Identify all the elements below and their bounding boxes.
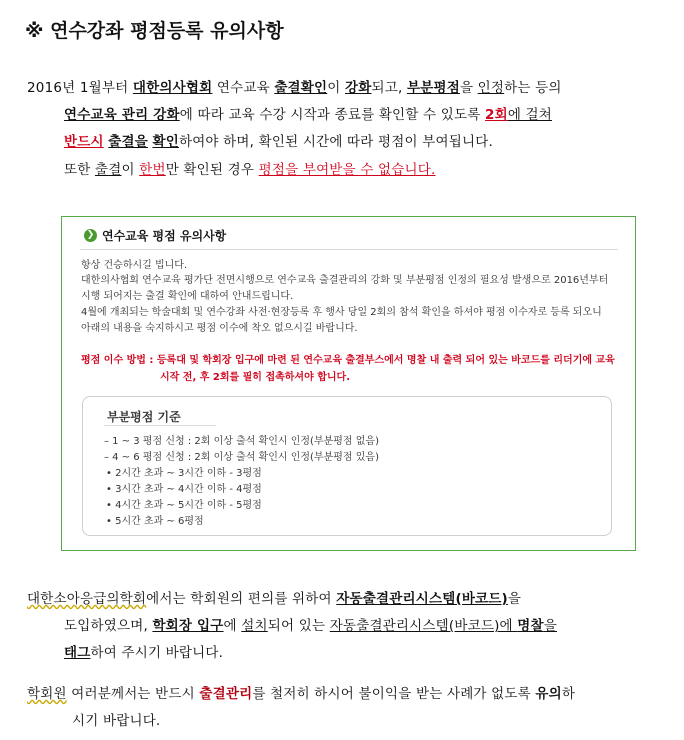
text-attendance: 출결 <box>94 162 122 178</box>
text: 하여 주시기 바랍니다. <box>90 645 224 661</box>
text: 이 <box>327 80 346 96</box>
text: 을 <box>459 80 478 96</box>
barcode-line-3 <box>64 641 223 661</box>
text: 시기 바랍니다. <box>72 713 161 729</box>
text-barcode-system: 자동출결관리시스템(바코드) <box>336 591 508 607</box>
credit-method-cont: 시작 전, 후 2회를 필히 접촉하셔야 합니다. <box>160 372 351 383</box>
intro-line-1 <box>27 76 562 96</box>
notice-line: 시행 되어지는 출결 확인에 대하여 안내드립니다. <box>81 291 294 302</box>
text-partial-credit: 부분평점 <box>406 80 460 96</box>
notice-line: 항상 건승하시길 빕니다. <box>81 260 188 271</box>
text-barcode-system: 자동출결관리시스템(바코드) <box>329 618 500 634</box>
notice-line: 대한의사협회 연수교육 평가단 전면시행으로 연수교육 출결관리의 강화 및 부분평점 인정의 필요성 발생으로 2016년부터 <box>81 275 609 286</box>
chevron-right-circle-icon: ❯ <box>84 229 97 242</box>
text-once: 한번 <box>139 162 166 178</box>
text: 도입하였으며, <box>64 618 153 634</box>
criteria-divider <box>104 425 216 426</box>
text: 에서는 학회원의 편의를 위하여 <box>146 591 337 607</box>
text-management: 연수교육 관리 강화 <box>64 107 180 123</box>
page-title: ※ 연수강좌 평점등록 유의사항 <box>25 20 284 42</box>
text: 를 철저히 하시어 불이익을 받는 사례가 없도록 <box>252 686 536 702</box>
text-attendance: 출결을 <box>108 134 148 150</box>
text: 에 <box>223 618 242 634</box>
text: 을 <box>543 618 558 634</box>
text: 여러분께서는 반드시 <box>66 686 200 702</box>
text-no-credit: 평점을 부여받을 수 없습니다. <box>258 162 436 178</box>
text: 에 걸쳐 <box>507 107 553 123</box>
text: 하 <box>561 686 576 702</box>
text: 에 따라 교육 수강 시작과 종료를 확인할 수 있도록 <box>179 107 485 123</box>
notice-line: 아래의 내용을 숙지하시고 평점 이수에 착오 없으시길 바랍니다. <box>81 323 358 334</box>
text: 이 <box>121 162 140 178</box>
closing-line-1 <box>27 682 575 702</box>
notice-title-text: 연수교육 평점 유의사항 <box>102 229 227 243</box>
text-society: 대한소아응급의학회 <box>27 591 147 607</box>
text-attendance-check: 출결확인 <box>274 80 328 96</box>
text: 만 확인된 경우 <box>165 162 259 178</box>
text: 하여야 하며, 확인된 시간에 따라 평점이 부여됩니다. <box>178 134 493 150</box>
text-nametag: 명찰 <box>517 618 544 634</box>
text-caution: 유의 <box>535 686 562 702</box>
text: 하는 등의 <box>504 80 562 96</box>
text-entrance: 학회장 입구 <box>152 618 224 634</box>
notice-title <box>84 227 226 244</box>
text-twice: 2회 <box>484 107 508 123</box>
text-tag: 태그 <box>64 645 91 661</box>
text: 2016년 1월부터 <box>27 80 133 96</box>
text-strengthen: 강화 <box>345 80 372 96</box>
criteria-item: • 4시간 초과 ~ 5시간 이하 - 5평점 <box>106 500 262 511</box>
text: 연수교육 <box>212 80 275 96</box>
criteria-item: • 5시간 초과 ~ 6평점 <box>106 516 204 527</box>
text-kma: 대한의사협회 <box>132 80 213 96</box>
notice-line: 4월에 개최되는 학술대회 및 연수강좌 사전·현장등록 후 행사 당일 2회의 참석 확인을 하셔야 평점 이수자로 등록 되오니 <box>81 307 602 318</box>
text-installed: 설치 <box>241 618 268 634</box>
text: 에 <box>499 618 518 634</box>
criteria-item: – 4 ~ 6 평점 신청 : 2회 이상 출석 확인시 인정(부분평점 있음) <box>104 452 379 463</box>
text-confirm: 확인 <box>152 134 179 150</box>
text-attendance-management: 출결관리 <box>199 686 253 702</box>
intro-line-2 <box>64 103 552 123</box>
text-must: 반드시 <box>64 134 104 150</box>
barcode-line-1 <box>27 587 521 607</box>
text: 을 <box>507 591 522 607</box>
criteria-item: • 2시간 초과 ~ 3시간 이하 - 3평점 <box>106 468 262 479</box>
criteria-item: • 3시간 초과 ~ 4시간 이하 - 4평점 <box>106 484 262 495</box>
closing-line-2 <box>72 709 160 729</box>
text: 또한 <box>64 162 95 178</box>
barcode-line-2 <box>64 614 557 634</box>
notice-divider <box>80 249 618 250</box>
text-members: 학회원 <box>27 686 67 702</box>
credit-method: 평점 이수 방법 : 등록대 및 학회장 입구에 마련 된 연수교육 출결부스에서 명찰 내 출력 되어 있는 바코드를 리더기에 교육 <box>81 355 615 366</box>
text: 되어 있는 <box>267 618 330 634</box>
text-recognize: 인정 <box>477 80 505 96</box>
intro-line-3 <box>64 130 493 150</box>
intro-line-4 <box>64 158 435 178</box>
text: 되고, <box>371 80 407 96</box>
criteria-title: 부분평점 기준 <box>107 410 181 424</box>
criteria-item: – 1 ~ 3 평점 신청 : 2회 이상 출석 확인시 인정(부분평점 없음) <box>104 436 379 447</box>
